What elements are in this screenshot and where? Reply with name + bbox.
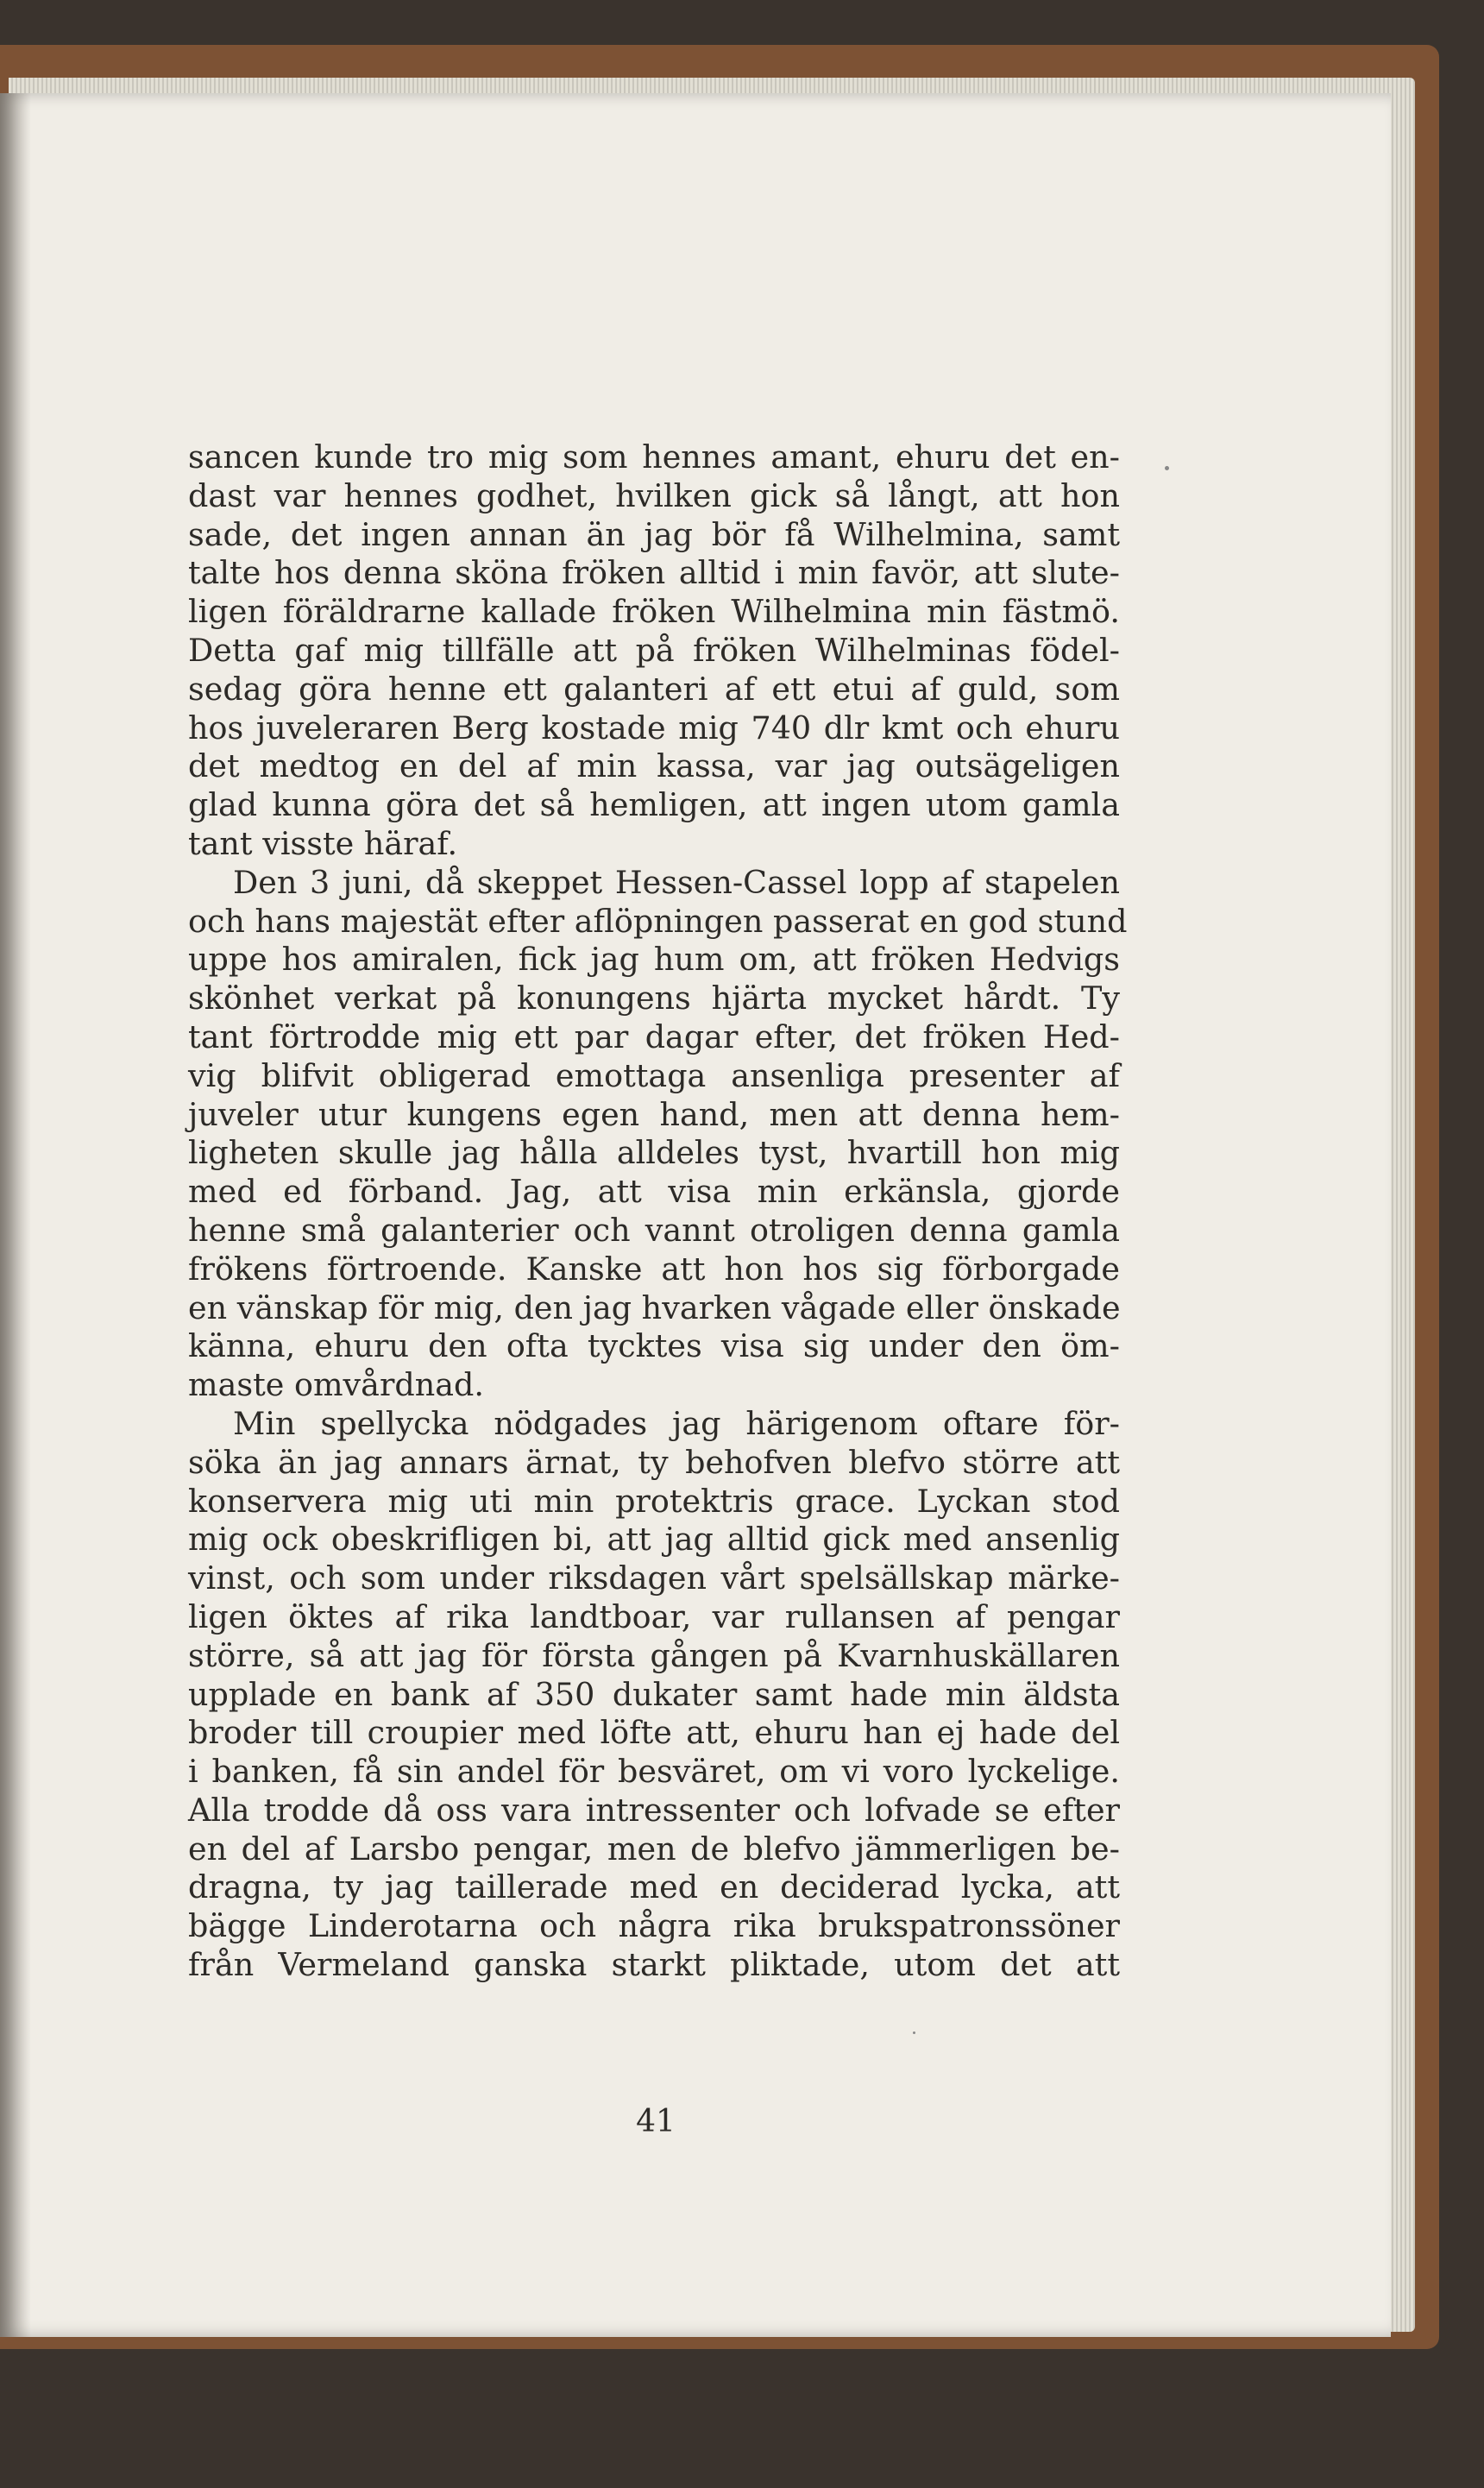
text-line: från Vermeland ganska starkt pliktade, utom det att bbox=[188, 1946, 1120, 1984]
text-line: sedag göra henne ett galanteri af ett etui af guld, som bbox=[188, 670, 1120, 708]
body-text bbox=[188, 438, 1128, 1985]
text-line: skönhet verkat på konungens hjärta mycket hårdt. Ty bbox=[188, 979, 1120, 1017]
text-line: känna, ehuru den ofta tycktes visa sig under den öm- bbox=[188, 1327, 1120, 1365]
text-line: glad kunna göra det så hemligen, att ingen utom gamla bbox=[188, 786, 1120, 824]
text-line: vinst, och som under riksdagen vårt spelsällskap märke- bbox=[188, 1559, 1120, 1597]
text-line: henne små galanterier och vannt otroligen denna gamla bbox=[188, 1211, 1120, 1249]
text-line: tant visste häraf. bbox=[188, 824, 458, 862]
text-line: Alla trodde då oss vara intressenter och lofvade se efter bbox=[188, 1791, 1120, 1829]
text-line: sade, det ingen annan än jag bör få Wilhelmina, samt bbox=[188, 515, 1120, 553]
text-line: mig ock obeskrifligen bi, att jag alltid gick med ansenlig bbox=[188, 1521, 1120, 1559]
text-line: talte hos denna sköna fröken alltid i min favör, att slute- bbox=[188, 554, 1120, 592]
text-line: ligen öktes af rika landtboar, var rullansen af pengar bbox=[188, 1597, 1120, 1635]
text-line: söka än jag annars ärnat, ty behofven blefvo större att bbox=[188, 1443, 1120, 1481]
page-number: 41 bbox=[636, 2104, 676, 2139]
text-line: upplade en bank af 350 dukater samt hade min äldsta bbox=[188, 1675, 1120, 1713]
text-line: maste omvårdnad. bbox=[188, 1366, 484, 1404]
text-line: Detta gaf mig tillfälle att på fröken Wilhelminas födel- bbox=[188, 631, 1120, 669]
text-line: Den 3 juni, då skeppet Hessen-Cassel lopp af stapelen bbox=[233, 863, 1120, 901]
text-line: större, så att jag för första gången på Kvarnhuskällaren bbox=[188, 1636, 1120, 1674]
text-line: frökens förtroende. Kanske att hon hos sig förborgade bbox=[188, 1250, 1120, 1288]
text-line: dast var hennes godhet, hvilken gick så långt, att hon bbox=[188, 476, 1120, 514]
margin-speck bbox=[913, 2031, 915, 2034]
text-line: ligheten skulle jag hålla alldeles tyst, hvartill hon mig bbox=[188, 1134, 1120, 1172]
margin-speck bbox=[1165, 466, 1169, 470]
gutter-shadow bbox=[0, 93, 31, 2337]
text-line: det medtog en del af min kassa, var jag outsägeligen bbox=[188, 747, 1120, 785]
text-line: Min spellycka nödgades jag härigenom oftare för- bbox=[233, 1404, 1120, 1442]
text-line: uppe hos amiralen, fick jag hum om, att fröken Hedvigs bbox=[188, 941, 1120, 979]
text-line: vig blifvit obligerad emottaga ansenliga presenter af bbox=[188, 1056, 1120, 1094]
text-line: konservera mig uti min protektris grace. Lyckan stod bbox=[188, 1482, 1120, 1520]
text-line: broder till croupier med löfte att, ehuru han ej hade del bbox=[188, 1714, 1120, 1752]
text-line: hos juveleraren Berg kostade mig 740 dlr kmt och ehuru bbox=[188, 709, 1120, 746]
book-page bbox=[0, 93, 1391, 2337]
text-line: i banken, få sin andel för besväret, om vi voro lyckelige. bbox=[188, 1753, 1120, 1791]
text-line: ligen föräldrarne kallade fröken Wilhelmina min fästmö. bbox=[188, 593, 1120, 631]
text-line: bägge Linderotarna och några rika brukspatronssöner bbox=[188, 1907, 1120, 1945]
text-line: en vänskap för mig, den jag hvarken vågade eller önskade bbox=[188, 1288, 1121, 1326]
text-line: tant förtrodde mig ett par dagar efter, det fröken Hed- bbox=[188, 1017, 1120, 1055]
text-line: juveler utur kungens egen hand, men att denna hem- bbox=[188, 1095, 1120, 1133]
text-line: sancen kunde tro mig som hennes amant, ehuru det en- bbox=[188, 438, 1120, 476]
text-line: och hans majestät efter aflöpningen passerat en god stund bbox=[188, 902, 1128, 940]
text-line: dragna, ty jag taillerade med en deciderad lycka, att bbox=[188, 1868, 1120, 1906]
text-line: med ed förband. Jag, att visa min erkänsla, gjorde bbox=[188, 1173, 1120, 1211]
text-line: en del af Larsbo pengar, men de blefvo jämmerligen be- bbox=[188, 1830, 1120, 1868]
